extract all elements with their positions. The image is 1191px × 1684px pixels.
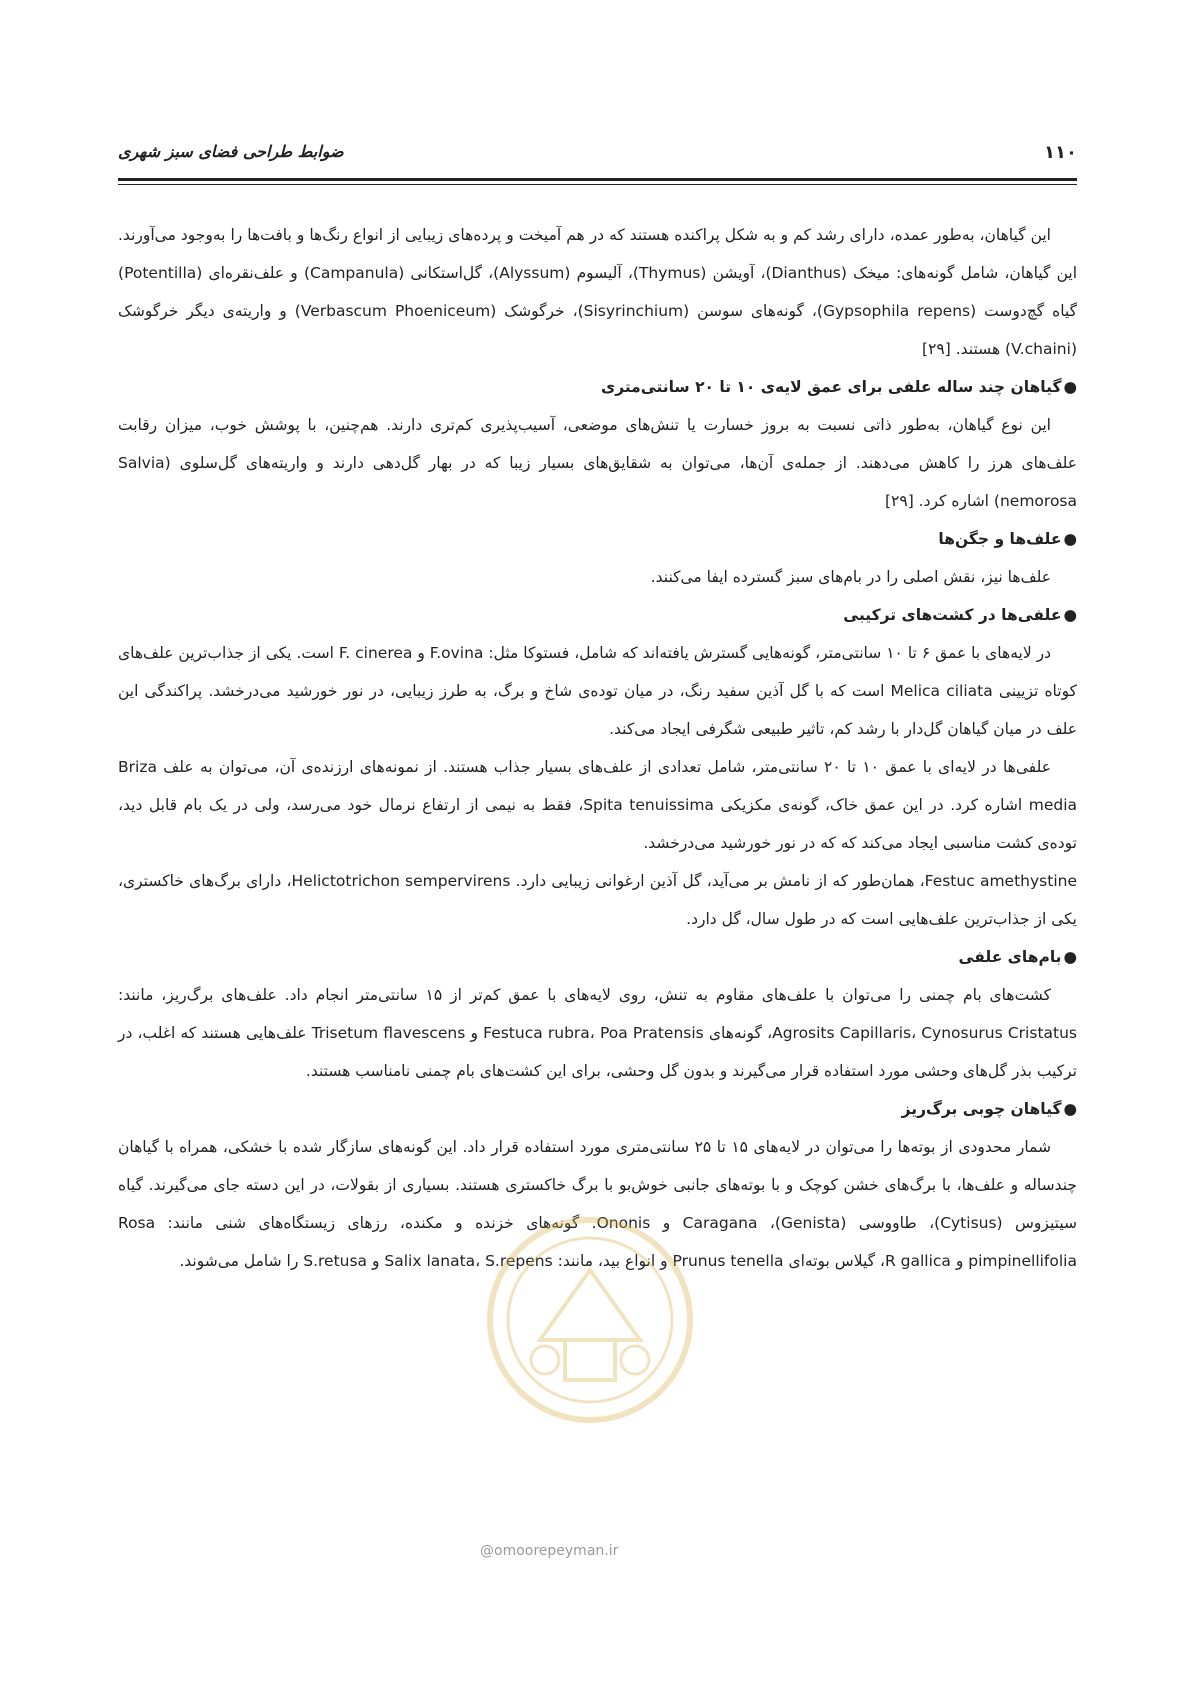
paragraph: علف‌ها نیز، نقش اصلی را در بام‌های سبز گسترده ایفا می‌کنند. [650,568,1051,586]
section-heading-text: گیاهان چند ساله علفی برای عمق لایه‌ی ۱۰ تا ۲۰ سانتی‌متری [601,378,1062,396]
bullet-icon: ● [1063,530,1077,548]
page-number: ۱۱۰ [1044,142,1077,163]
section-heading [118,368,1077,406]
bullet-icon: ● [1063,948,1077,966]
paragraph: در لایه‌های با عمق ۶ تا ۱۰ سانتی‌متر، گونه‌هایی گسترش یافته‌اند که شامل، فستوکا مثل: F.ovina و F. cinerea است. یکی از جذاب‌ترین علف‌های کوتاه تزیینی Melica ciliata است که با گل آذین سفید رنگ، در میان توده‌ی شاخ و برگ، به طرز زیبایی، در نور خورشید می‌درخشد. پراکندگی این علف در میان گیاهان گل‌دار با رشد کم، تاثیر طبیعی شگرفی ایجاد می‌کند. [118,644,1077,738]
page-header [118,134,1077,174]
paragraph: شمار محدودی از بوته‌ها را می‌توان در لایه‌های ۱۵ تا ۲۵ سانتی‌متری مورد استفاده قرار داد. این گونه‌های سازگار شده با خشکی، همراه با گیاهان چندساله و علف‌ها، با برگ‌های خشن کوچک و با بوته‌های جانبی خوش‌بو با برگ خاکستری هستند. بسیاری از بقولات، در این دسته جای می‌گیرند. گیاه سیتیزوس (Cytisus)، طاووسی (Genista)، Caragana و Ononis. گونه‌های خزنده و مکنده، رزهای زیستگاه‌های شنی مانند: Rosa pimpinellifolia و R gallica، گیلاس بوته‌ای Prunus tenella و انواع بید، مانند: Salix lanata، S.repens و S.retusa را شامل می‌شوند. [118,1138,1077,1270]
paragraph: Festuc amethystine، همان‌طور که از نامش بر می‌آید، گل آذین ارغوانی زیبایی دارد. Helictotrichon sempervirens، دارای برگ‌های خاکستری، یکی از جذاب‌ترین علف‌هایی است که در طول سال، گل دارد. [118,872,1077,928]
section-heading [118,596,1077,634]
section-heading [118,520,1077,558]
paragraph: علفی‌ها در لایه‌ای با عمق ۱۰ تا ۲۰ سانتی‌متر، شامل تعدادی از علف‌های بسیار جذاب هستند. از نمونه‌های ارزنده‌ی آن، می‌توان به علف Briza media اشاره کرد. در این عمق خاک، گونه‌ی مکزیکی Spita tenuissima، فقط به نیمی از ارتفاع نرمال خود می‌رسد، ولی در یک بام قابل دید، توده‌ی کشت مناسبی ایجاد می‌کند که که در نور خورشید می‌درخشد. [118,758,1078,852]
paragraph: این نوع گیاهان، به‌طور ذاتی نسبت به بروز خسارت یا تنش‌های موضعی، آسیب‌پذیری کم‌تری دارند. هم‌چنین، با پوشش خوب، میزان رقابت علف‌های هرز را کاهش می‌دهند. از جمله‌ی آن‌ها، می‌توان به شقایق‌های بسیار زیبا که در بهار گل‌دهی دارند و واریته‌های گل‌سلوی (Salvia nemorosa) اشاره کرد. [۲۹] [118,416,1077,510]
section-heading-text: گیاهان چوبی برگ‌ریز [901,1100,1062,1118]
header-rule-thin [118,184,1077,185]
section-heading-text: علفی‌ها در کشت‌های ترکیبی [843,606,1062,624]
header-rule-thick [118,178,1077,181]
bullet-icon: ● [1063,606,1077,624]
watermark-site: @omoorepeyman.ir [480,1543,619,1559]
body-text [118,216,1077,1280]
paragraph: این گیاهان، به‌طور عمده، دارای رشد کم و به شکل پراکنده هستند که در هم آمیخت و پرده‌های زیبایی از انواع رنگ‌ها و بافت‌ها را به‌وجود می‌آورند. این گیاهان، شامل گونه‌های: میخک (Dianthus)، آویشن (Thymus)، آلیسوم (Alyssum)، گل‌استکانی (Campanula) و علف‌نقره‌ای (Potentilla) گیاه گچ‌دوست (Gypsophila repens)، گونه‌های سوسن (Sisyrinchium)، خرگوشک (Verbascum Phoeniceum) و واریته‌ی دیگر خرگوشک (V.chaini) هستند. [۲۹] [118,226,1077,358]
running-title: ضوابط طراحی فضای سبز شهری [118,142,344,161]
section-heading [118,938,1077,976]
paragraph: کشت‌های بام چمنی را می‌توان با علف‌های مقاوم به تنش، روی لایه‌های با عمق کم‌تر از ۱۵ سانتی‌متر انجام داد. علف‌های برگ‌ریز، مانند: Agrosits Capillaris، Cynosurus Cristatus، گونه‌های Festuca rubra، Poa Pratensis و Trisetum flavescens علف‌هایی هستند که اغلب، در ترکیب بذر گل‌های وحشی مورد استفاده قرار می‌گیرند و بدون گل وحشی، برای این کشت‌های بام چمنی نامناسب هستند. [118,986,1077,1080]
bullet-icon: ● [1063,378,1077,396]
section-heading-text: علف‌ها و جگن‌ها [938,530,1062,548]
bullet-icon: ● [1063,1100,1077,1118]
section-heading-text: بام‌های علفی [958,948,1062,966]
section-heading [118,1090,1077,1128]
